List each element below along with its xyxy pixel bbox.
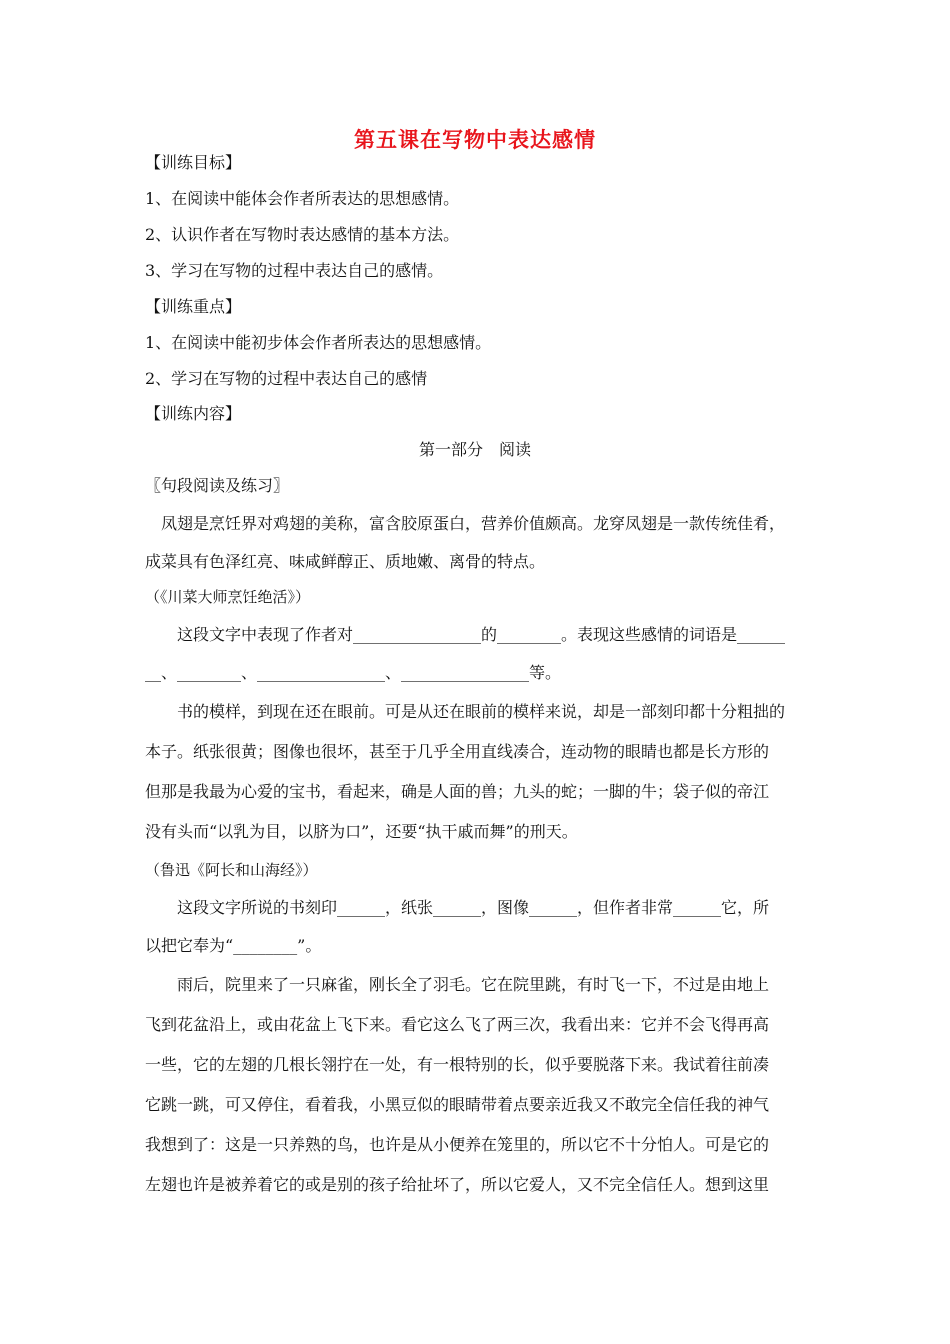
lesson-title: 第五课在写物中表达感情: [354, 128, 596, 152]
goal-item: 3、学习在写物的过程中表达自己的感情。: [145, 261, 444, 280]
part-title: 第一部分 阅读: [418, 440, 531, 459]
passage-line: 本子。纸张很黄；图像也很坏，甚至于几乎全用直线凑合，连动物的眼睛也都是长方形的: [145, 742, 770, 761]
passage-line: 它跳一跳，可又停住，看着我，小黑豆似的眼睛带着点要亲近我又不敢完全信任我的神气: [145, 1095, 770, 1114]
question-line: 这段文字所说的书刻印______，纸张______，图像______，但作者非常______它，所: [145, 898, 770, 917]
question-line: __、________、________________、________________等。: [145, 663, 562, 682]
passage-line: 我想到了：这是一只养熟的鸟，也许是从小便养在笼里的，所以它不十分怕人。可是它的: [145, 1135, 770, 1154]
passage-line: 但那是我最为心爱的宝书，看起来，确是人面的兽；九头的蛇；一脚的牛；袋子似的帝江: [145, 782, 770, 801]
passage-line: 没有头而“以乳为目，以脐为口”，还要“执干戚而舞”的刑天。: [145, 822, 578, 841]
section-label: 〖句段阅读及练习〗: [145, 476, 290, 495]
focus-item: 2、学习在写物的过程中表达自己的感情: [145, 369, 428, 388]
passage-line: 一些，它的左翅的几根长翎拧在一处，有一根特别的长，似乎要脱落下来。我试着往前凑: [145, 1055, 770, 1074]
passage-line: 凤翅是烹饪界对鸡翅的美称，富含胶原蛋白，营养价值颇高。龙穿凤翅是一款传统佳肴，: [145, 514, 786, 533]
source-citation: （《川菜大师烹饪绝活》）: [145, 588, 311, 606]
passage-line: 飞到花盆沿上，或由花盆上飞下来。看它这么飞了两三次，我看出来：它并不会飞得再高: [145, 1015, 770, 1034]
passage-line: 左翅也许是被养着它的或是别的孩子给扯坏了，所以它爱人，又不完全信任人。想到这里: [145, 1175, 770, 1194]
source-citation: （鲁迅《阿长和山海经》）: [145, 861, 318, 879]
question-line: 以把它奉为“________”。: [145, 936, 322, 955]
question-line: 这段文字中表现了作者对________________的________。表现这些感情的词语是______: [145, 625, 786, 644]
goal-item: 1、在阅读中能体会作者所表达的思想感情。: [145, 189, 460, 208]
passage-line: 雨后，院里来了一只麻雀，刚长全了羽毛。它在院里跳，有时飞一下，不过是由地上: [145, 975, 770, 994]
passage-line: 成菜具有色泽红亮、味咸鲜醇正、质地嫩、离骨的特点。: [145, 552, 546, 571]
focus-item: 1、在阅读中能初步体会作者所表达的思想感情。: [145, 333, 492, 352]
passage-line: 书的模样，到现在还在眼前。可是从还在眼前的模样来说，却是一部刻印都十分粗拙的: [145, 702, 786, 721]
focus-header: 【训练重点】: [145, 297, 242, 316]
goals-header: 【训练目标】: [145, 153, 242, 172]
goal-item: 2、认识作者在写物时表达感情的基本方法。: [145, 225, 460, 244]
content-header: 【训练内容】: [145, 404, 242, 423]
